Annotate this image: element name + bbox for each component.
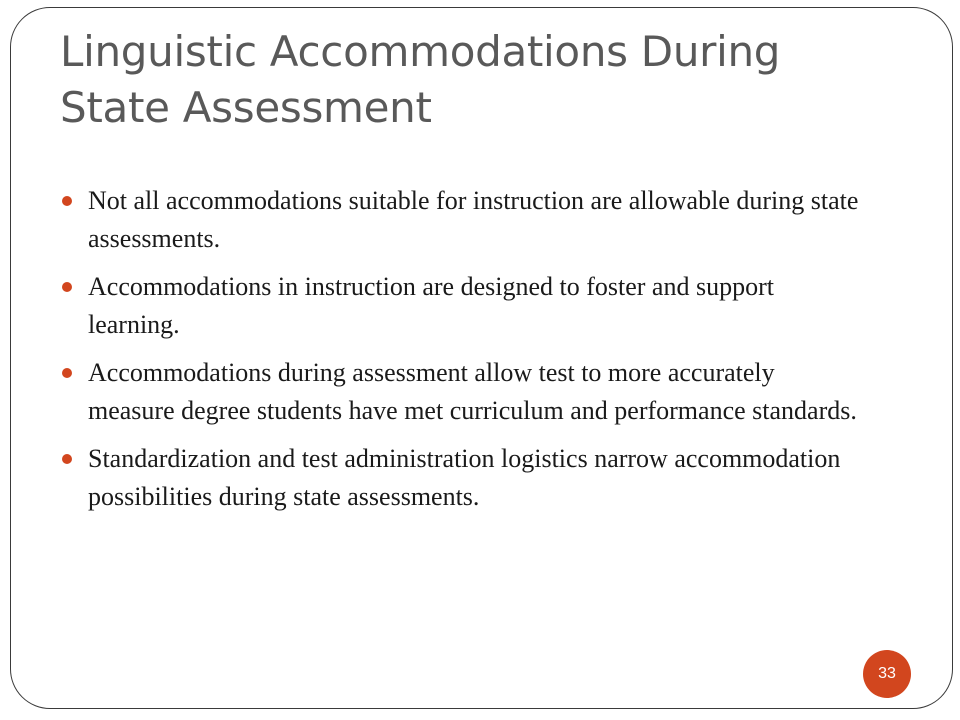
bullet-dot-icon <box>62 454 72 464</box>
bullet-dot-icon <box>62 282 72 292</box>
page-number-badge: 33 <box>863 650 911 698</box>
bullet-text: Not all accommodations suitable for instruction are allowable during state assessments. <box>88 186 859 253</box>
bullet-dot-icon <box>62 368 72 378</box>
bullet-item <box>62 182 862 258</box>
bullet-item <box>62 440 862 516</box>
bullet-item <box>62 354 862 430</box>
bullet-text: Accommodations during assessment allow test to more accurately measure degree students have met curriculum and performance standards. <box>88 358 857 425</box>
bullet-list <box>62 182 862 526</box>
bullet-text: Standardization and test administration logistics narrow accommodation possibilities during state assessments. <box>88 444 841 511</box>
bullet-text: Accommodations in instruction are designed to foster and support learning. <box>88 272 774 339</box>
slide-title: Linguistic Accommodations During State Assessment <box>60 27 781 132</box>
bullet-item <box>62 268 862 344</box>
bullet-dot-icon <box>62 196 72 206</box>
